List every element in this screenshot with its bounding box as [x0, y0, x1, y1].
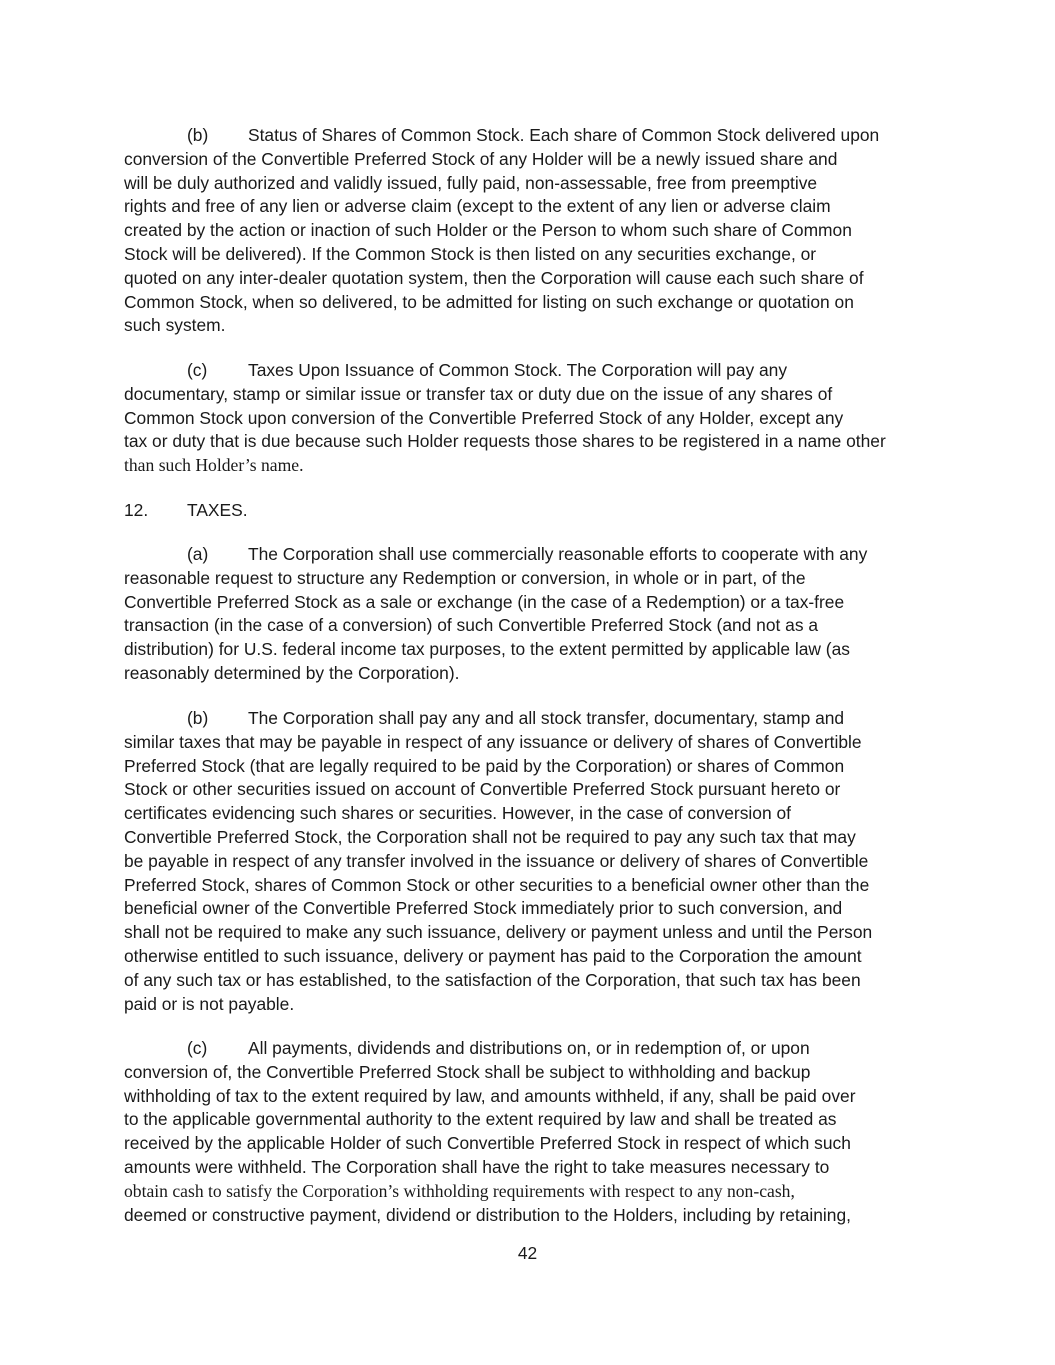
paragraph-text: All payments, dividends and distributions on, or in redemption of, or upon: [248, 1038, 810, 1058]
paragraph-first-line: [124, 359, 954, 383]
paragraph-line: distribution) for U.S. federal income tax purposes, to the extent permitted by applicable law (as: [124, 639, 850, 660]
paragraph-label: (c): [187, 1038, 208, 1058]
paragraph-text: Taxes Upon Issuance of Common Stock. The Corporation will pay any: [248, 360, 788, 380]
paragraph-line: reasonably determined by the Corporation).: [124, 662, 460, 683]
paragraph-line: be payable in respect of any transfer involved in the issuance or delivery of shares of Convertible: [124, 850, 869, 871]
section-number: 12.: [124, 500, 149, 520]
section-title: TAXES.: [187, 500, 248, 520]
paragraph-line: reasonable request to structure any Redemption or conversion, in whole or in part, of the: [124, 567, 806, 588]
paragraph-label: (a): [187, 544, 209, 564]
paragraph-line: tax or duty that is due because such Holder requests those shares to be registered in a name other: [124, 431, 886, 452]
paragraph-line: Preferred Stock, shares of Common Stock or other securities to a beneficial owner other than the: [124, 874, 870, 895]
paragraph-11c: [124, 359, 954, 478]
paragraph-first-line: [124, 1037, 954, 1061]
paragraph-line: rights and free of any lien or adverse claim (except to the extent of any lien or adverse claim: [124, 196, 831, 217]
paragraph-line: Common Stock, when so delivered, to be admitted for listing on such exchange or quotation on: [124, 291, 854, 312]
paragraph-line: Common Stock upon conversion of the Convertible Preferred Stock of any Holder, except any: [124, 407, 844, 428]
paragraph-line: certificates evidencing such shares or securities. However, in the case of conversion of: [124, 803, 791, 824]
paragraph-line: paid or is not payable.: [124, 993, 295, 1014]
paragraph-line: Preferred Stock (that are legally required to be paid by the Corporation) or shares of Common: [124, 755, 845, 776]
paragraph-first-line: [124, 707, 954, 731]
paragraph-text: Status of Shares of Common Stock. Each share of Common Stock delivered upon: [248, 125, 880, 145]
section-heading: [124, 499, 248, 523]
paragraph-line: Convertible Preferred Stock as a sale or exchange (in the case of a Redemption) or a tax-free: [124, 591, 845, 612]
paragraph-line: conversion of, the Convertible Preferred Stock shall be subject to withholding and backup: [124, 1061, 811, 1082]
paragraph-text: The Corporation shall pay any and all stock transfer, documentary, stamp and: [248, 708, 845, 728]
paragraph-12b: [124, 707, 954, 1016]
paragraph-first-line: [124, 543, 954, 567]
paragraph-line: Stock or other securities issued on account of Convertible Preferred Stock pursuant hereto or: [124, 779, 841, 800]
paragraph-line: shall not be required to make any such issuance, delivery or payment unless and until the Person: [124, 922, 873, 943]
paragraph-line: of any such tax or has established, to the satisfaction of the Corporation, that such tax has been: [124, 969, 861, 990]
paragraph-line: Convertible Preferred Stock, the Corporation shall not be required to pay any such tax that may: [124, 826, 856, 847]
paragraph-label: (b): [187, 708, 209, 728]
paragraph-line: will be duly authorized and validly issued, fully paid, non-assessable, free from preemptive: [124, 172, 818, 193]
paragraph-11b: [124, 124, 954, 338]
paragraph-12a: [124, 543, 954, 686]
paragraph-label: (c): [187, 360, 208, 380]
paragraph-line: withholding of tax to the extent required by law, and amounts withheld, if any, shall be paid over: [124, 1085, 856, 1106]
paragraph-line: such system.: [124, 315, 226, 336]
paragraph-line: otherwise entitled to such issuance, delivery or payment has paid to the Corporation the amount: [124, 945, 862, 966]
paragraph-line: deemed or constructive payment, dividend or distribution to the Holders, including by retaining,: [124, 1204, 851, 1225]
paragraph-label: (b): [187, 125, 209, 145]
paragraph-line: received by the applicable Holder of such Convertible Preferred Stock in respect of which such: [124, 1133, 851, 1154]
paragraph-first-line: [124, 124, 954, 148]
paragraph-line: conversion of the Convertible Preferred Stock of any Holder will be a newly issued share and: [124, 148, 838, 169]
paragraph-line: obtain cash to satisfy the Corporation’s withholding requirements with respect to any non-cash,: [124, 1180, 795, 1201]
paragraph-line: amounts were withheld. The Corporation shall have the right to take measures necessary to: [124, 1156, 830, 1177]
paragraph-line: quoted on any inter-dealer quotation system, then the Corporation will cause each such share of: [124, 267, 864, 288]
paragraph-line: than such Holder’s name.: [124, 455, 304, 476]
paragraph-text: The Corporation shall use commercially reasonable efforts to cooperate with any: [248, 544, 868, 564]
paragraph-line: documentary, stamp or similar issue or transfer tax or duty due on the issue of any shares of: [124, 383, 833, 404]
paragraph-line: Stock will be delivered). If the Common Stock is then listed on any securities exchange, or: [124, 243, 817, 264]
page-number: 42: [517, 1243, 538, 1263]
paragraph-12c: [124, 1037, 954, 1227]
paragraph-line: transaction (in the case of a conversion) of such Convertible Preferred Stock (and not as a: [124, 615, 819, 636]
paragraph-line: created by the action or inaction of such Holder or the Person to whom such share of Common: [124, 220, 852, 241]
paragraph-line: to the applicable governmental authority to the extent required by law and shall be treated as: [124, 1109, 837, 1130]
paragraph-line: similar taxes that may be payable in respect of any issuance or delivery of shares of Convertible: [124, 731, 862, 752]
paragraph-line: beneficial owner of the Convertible Preferred Stock immediately prior to such conversion, and: [124, 898, 843, 919]
